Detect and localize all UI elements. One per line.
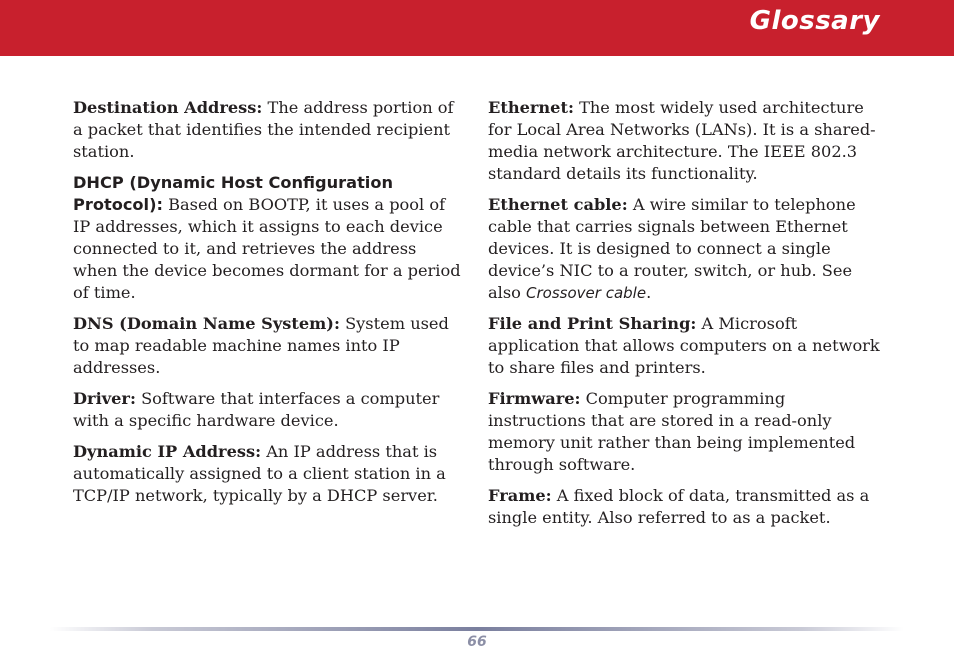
glossary-term: Firmware: — [488, 389, 581, 408]
glossary-entry-ethernet — [488, 97, 886, 185]
page-number: 66 — [467, 634, 487, 650]
glossary-entry-dns — [73, 313, 465, 379]
glossary-entry-ethernet-cable — [488, 194, 886, 304]
footer-divider — [50, 627, 904, 631]
glossary-term: Dynamic IP Address: — [73, 442, 262, 461]
glossary-definition: Based on BOOTP, it uses a pool of IP addresses, which it assigns to each device connected to it, and retrieves the address when the device becomes dormant for a period of time. — [73, 195, 461, 302]
glossary-definition: An IP address that is automatically assigned to a client station in a TCP/IP network, typically by a DHCP server. — [73, 442, 446, 505]
glossary-definition: System used to map readable machine names into IP addresses. — [73, 314, 449, 377]
glossary-entry-dhcp — [73, 172, 465, 304]
glossary-definition: The most widely used architecture for Local Area Networks (LANs). It is a shared-media network architecture. The IEEE 802.3 standard details its functionality. — [488, 98, 876, 183]
glossary-term: DNS (Domain Name System): — [73, 314, 340, 333]
glossary-definition: A fixed block of data, transmitted as a single entity. Also referred to as a packet. — [488, 486, 870, 527]
glossary-definition: A wire similar to telephone cable that carries signals between Ethernet devices. It is designed to connect a single device’s NIC to a router, switch, or hub. See also — [488, 195, 856, 302]
glossary-term: Driver: — [73, 389, 136, 408]
glossary-definition: A Microsoft application that allows computers on a network to share files and printers. — [488, 314, 880, 377]
glossary-term: Ethernet cable: — [488, 195, 628, 214]
glossary-definition-end: . — [646, 283, 652, 302]
glossary-term: Destination Address: — [73, 98, 263, 117]
glossary-term: DHCP (Dynamic Host Configuration Protocol): — [73, 173, 393, 214]
glossary-entry-firmware — [488, 388, 886, 476]
glossary-entry-driver — [73, 388, 465, 432]
glossary-entry-frame — [488, 485, 886, 529]
glossary-term: Frame: — [488, 486, 552, 505]
glossary-entry-dynamic-ip-address — [73, 441, 465, 507]
glossary-entry-file-and-print-sharing — [488, 313, 886, 379]
see-also-reference: Crossover cable — [526, 284, 647, 302]
glossary-definition: Software that interfaces a computer with a specific hardware device. — [73, 389, 440, 430]
glossary-entry-destination-address — [73, 97, 465, 163]
glossary-column-right — [488, 97, 886, 538]
glossary-definition: Computer programming instructions that are stored in a read-only memory unit rather than being implemented through software. — [488, 389, 856, 474]
glossary-column-left — [73, 97, 465, 516]
glossary-term: File and Print Sharing: — [488, 314, 697, 333]
glossary-term: Ethernet: — [488, 98, 574, 117]
page-title: Glossary — [749, 6, 880, 36]
glossary-definition: The address portion of a packet that identifies the intended recipient station. — [73, 98, 454, 161]
header-bar — [0, 0, 954, 56]
